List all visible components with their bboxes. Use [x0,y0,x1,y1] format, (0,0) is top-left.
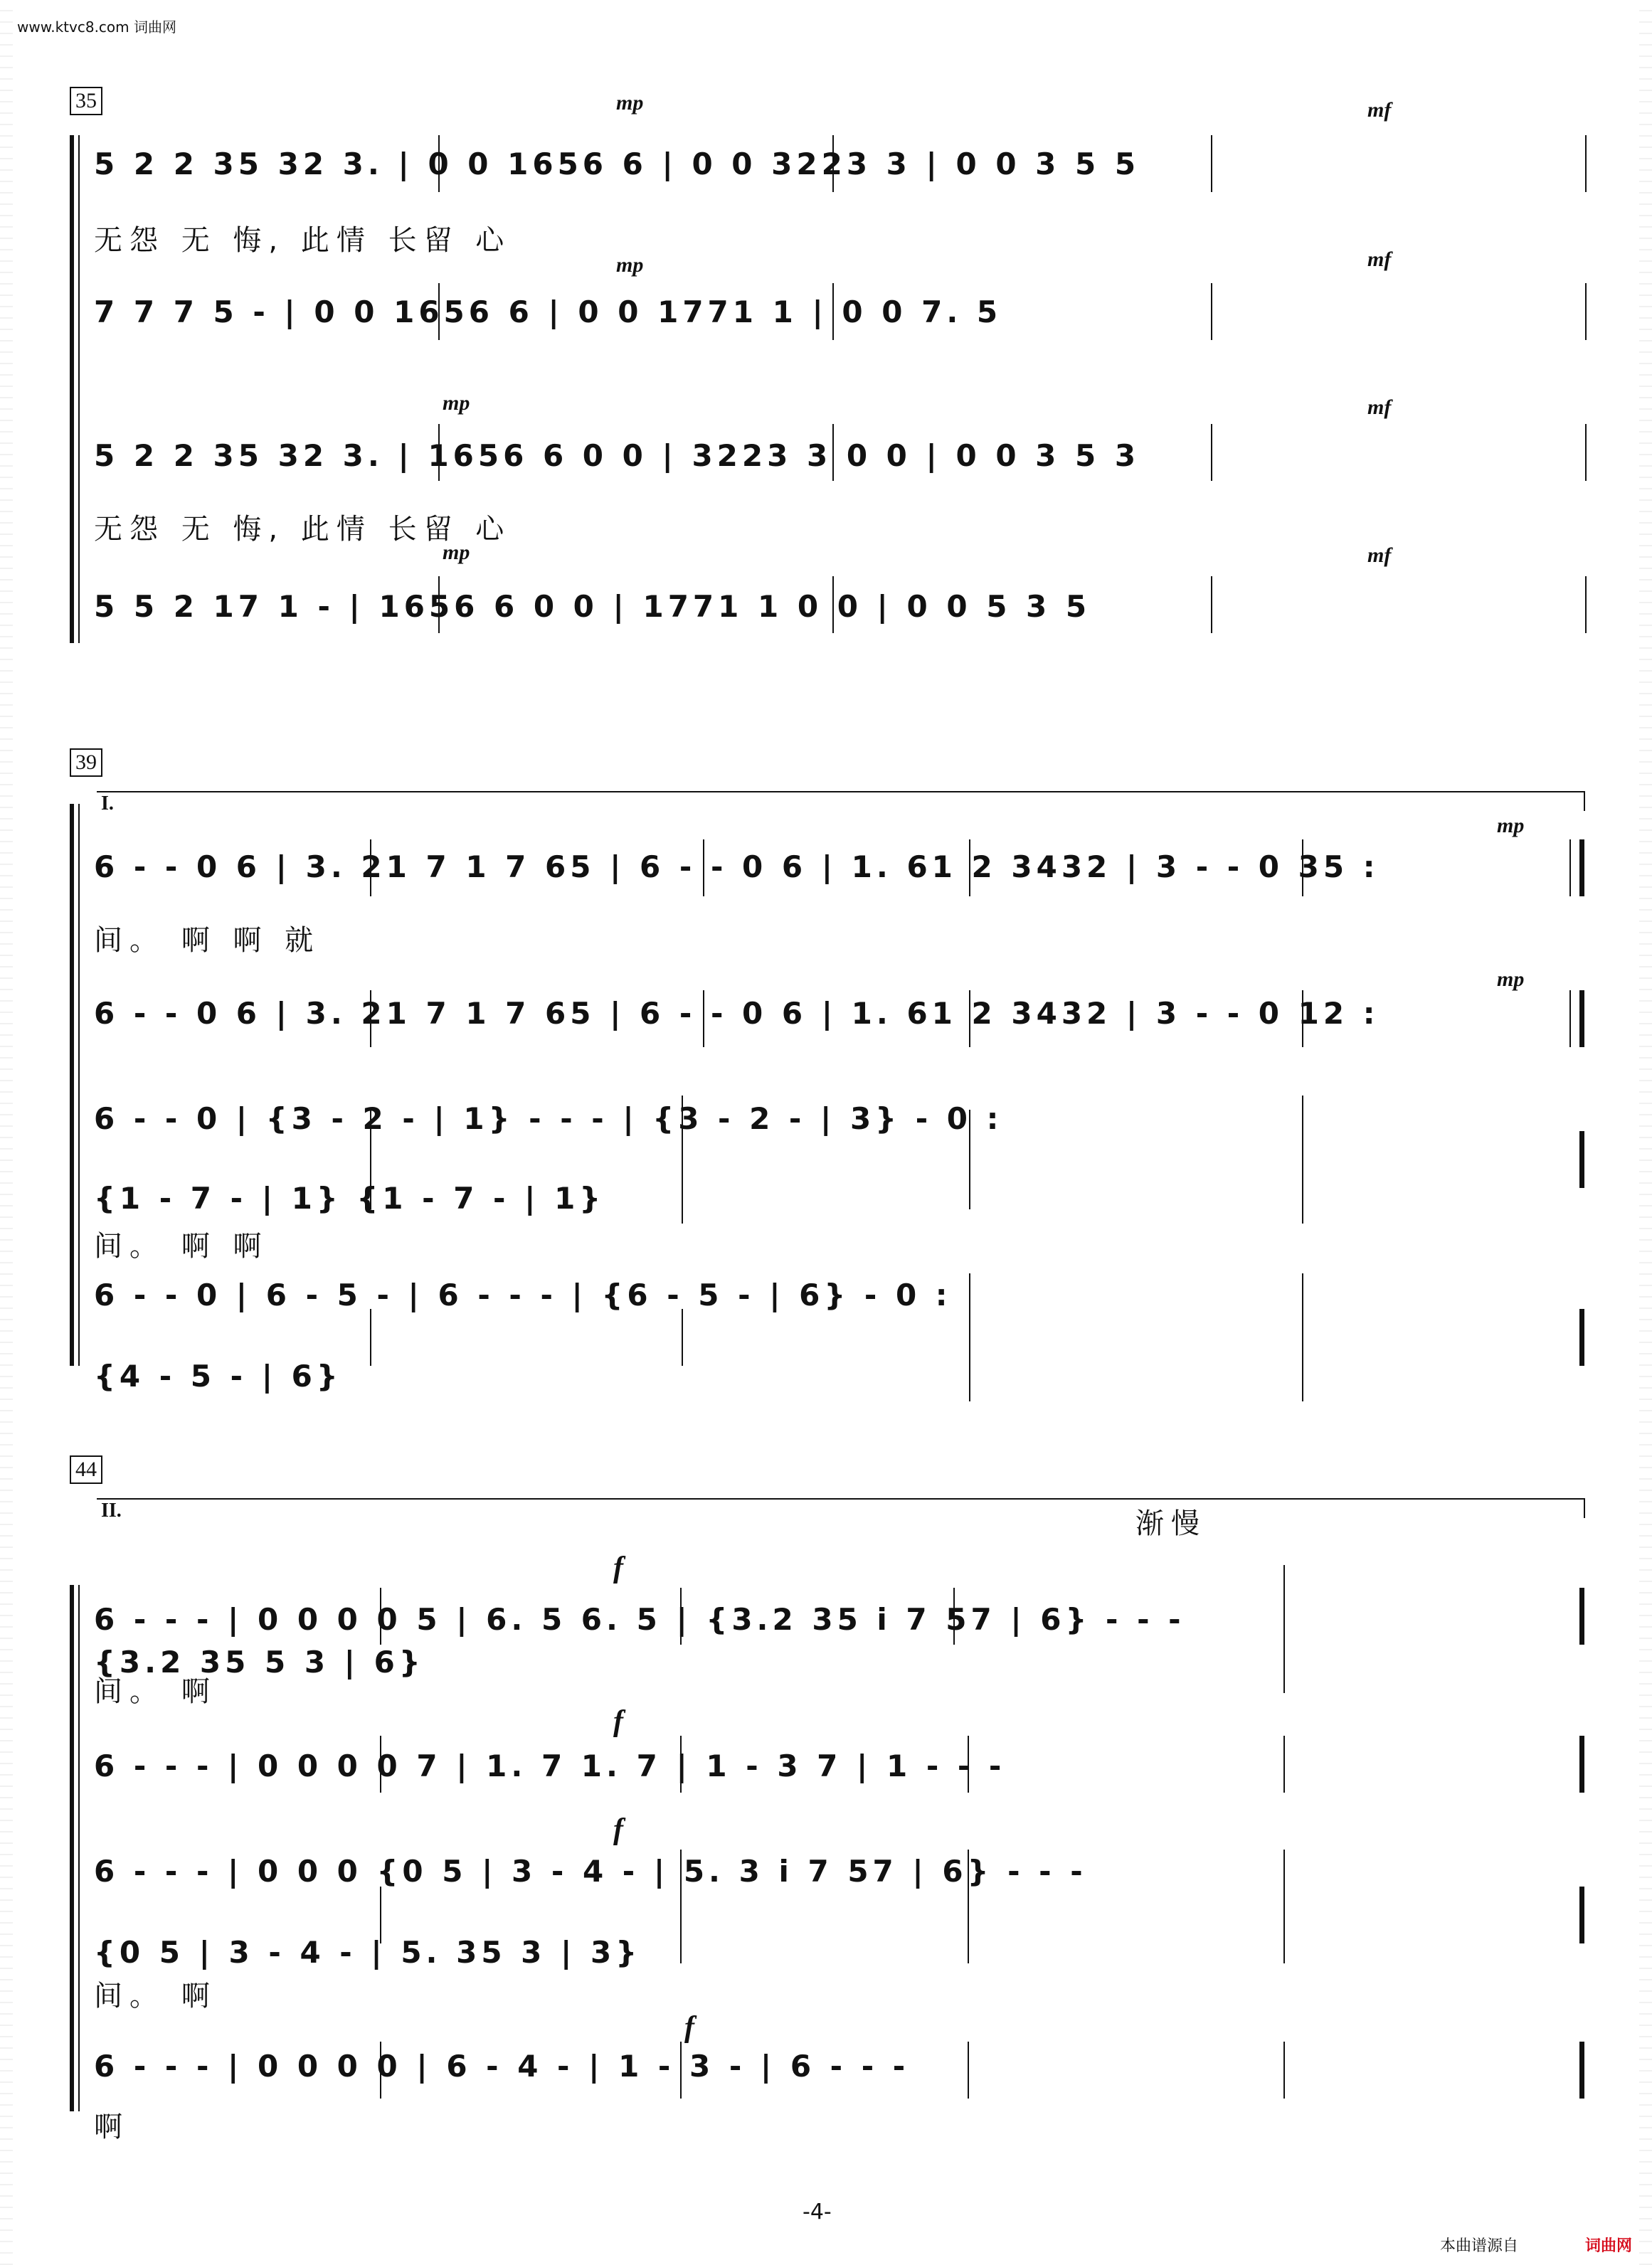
end-repeat-barline [1579,839,1584,896]
lyric-line: 间。 啊 [94,1675,217,1708]
end-repeat-barline [1579,1309,1584,1366]
dynamic-mark: f [613,1813,623,1846]
notation-line: 6 - - 0 | {3 - 2 - | 1} - - - | {3 - 2 - | 3} - 0 : [94,1101,1003,1136]
final-barline [1579,1588,1584,1645]
lyric-line: 啊 [94,2111,129,2143]
dynamic-mark: mp [443,541,470,564]
barline [1283,2042,1285,2099]
notation-line: 6 - - - | 0 0 0 0 5 | 6. 5 6. 5 | {3.2 35 i 7 57 | 6} - - - [94,1602,1185,1637]
barline [969,1273,970,1401]
barline [1211,283,1212,340]
notation-line: 6 - - - | 0 0 0 0 | 6 - 4 - | 1 - 3 - | 6 - - - [94,2049,910,2084]
barline [1283,1850,1285,1963]
notation-line: 6 - - - | 0 0 0 0 7 | 1. 7 1. 7 | 1 - 3 7 | 1 - - - [94,1749,1006,1783]
notation-line: 7 7 7 5 - | 0 0 1656 6 | 0 0 1771 1 | 0 0 7. 5 [94,295,1002,329]
system-bracket [70,1585,80,2111]
lyric-line: 间。 啊 啊 就 [94,924,321,957]
final-barline [1579,1736,1584,1793]
system-bracket [70,135,80,643]
dynamic-mark: mp [1497,967,1525,991]
dynamic-mark: mf [1367,543,1392,567]
right-edge [1639,0,1652,2265]
measure-number: 44 [70,1455,102,1484]
volta-bracket [97,1498,1585,1500]
lyric-line: 无怨 无 悔, 此情 长留 心 [94,513,512,546]
measure-number: 35 [70,87,102,115]
dynamic-mark: f [613,1551,623,1584]
barline [1211,424,1212,481]
barline [682,1309,683,1366]
dynamic-mark: mp [1497,814,1525,837]
barline [370,1309,371,1366]
lyric-line: 间。 啊 [94,1980,217,2012]
dynamic-mark: f [684,2011,694,2044]
page-number: -4- [803,2200,832,2224]
system-bracket [70,804,80,1366]
end-repeat-barline [1579,990,1584,1047]
footer-source-label: 本曲谱源自 [1440,2237,1519,2255]
barline [1585,576,1587,633]
lyric-line: 间。 啊 啊 [94,1230,269,1263]
barline [1302,1273,1303,1401]
dynamic-mark: mp [616,253,644,277]
footer-source-site: 词曲网 [1585,2237,1633,2255]
notation-line: 5 2 2 35 32 3. | 0 0 1656 6 | 0 0 3223 3 | 0 0 3 5 5 [94,147,1140,181]
notation-line: 5 2 2 35 32 3. | 1656 6 0 0 | 3223 3 0 0 | 0 0 3 5 3 [94,438,1140,473]
notation-line: 6 - - 0 6 | 3. 21 7 1 7 65 | 6 - - 0 6 | 1. 61 2 3432 | 3 - - 0 12 : [94,996,1380,1031]
volta-bracket-end [1584,1498,1585,1518]
final-barline [1579,1887,1584,1943]
volta-bracket [97,791,1585,792]
dynamic-mark: mf [1367,396,1392,419]
dynamic-mark: mp [616,91,644,115]
barline [968,2042,969,2099]
barline [1585,283,1587,340]
notation-line: 5 5 2 17 1 - | 1656 6 0 0 | 1771 1 0 0 | 0 0 5 3 5 [94,589,1091,624]
volta-bracket-end [1584,791,1585,811]
lyric-line: 无怨 无 悔, 此情 长留 心 [94,224,512,257]
notation-line: 6 - - 0 | 6 - 5 - | 6 - - - | {6 - 5 - | 6} - 0 : [94,1278,952,1312]
left-edge [0,0,13,2265]
dynamic-mark: mf [1367,98,1392,122]
dynamic-mark: f [613,1705,623,1738]
notation-line: {0 5 | 3 - 4 - | 5. 35 3 | 3} [94,1935,642,1970]
dynamic-mark: mf [1367,248,1392,271]
volta-label: II. [101,1500,122,1522]
notation-line: {3.2 35 5 3 | 6} [94,1645,425,1680]
notation-line: 6 - - - | 0 0 0 {0 5 | 3 - 4 - | 5. 3 i 7 57 | 6} - - - [94,1854,1087,1889]
notation-line: {1 - 7 - | 1} {1 - 7 - | 1} [94,1181,605,1216]
barline [1585,424,1587,481]
tempo-marking: 渐慢 [1135,1507,1207,1540]
dynamic-mark: mp [443,391,470,415]
final-barline [1579,2042,1584,2099]
notation-line: 6 - - 0 6 | 3. 21 7 1 7 65 | 6 - - 0 6 | 1. 61 2 3432 | 3 - - 0 35 : [94,849,1380,884]
end-repeat-barline [1579,1131,1584,1188]
notation-line: {4 - 5 - | 6} [94,1359,342,1394]
barline [1211,576,1212,633]
barline [1585,135,1587,192]
measure-number: 39 [70,748,102,777]
barline [1569,990,1571,1047]
barline [1569,839,1571,896]
header-site: www.ktvc8.com 词曲网 [17,18,177,36]
barline [1211,135,1212,192]
barline [1302,1096,1303,1224]
barline [1283,1565,1285,1693]
volta-label: I. [101,792,114,815]
barline [1283,1736,1285,1793]
